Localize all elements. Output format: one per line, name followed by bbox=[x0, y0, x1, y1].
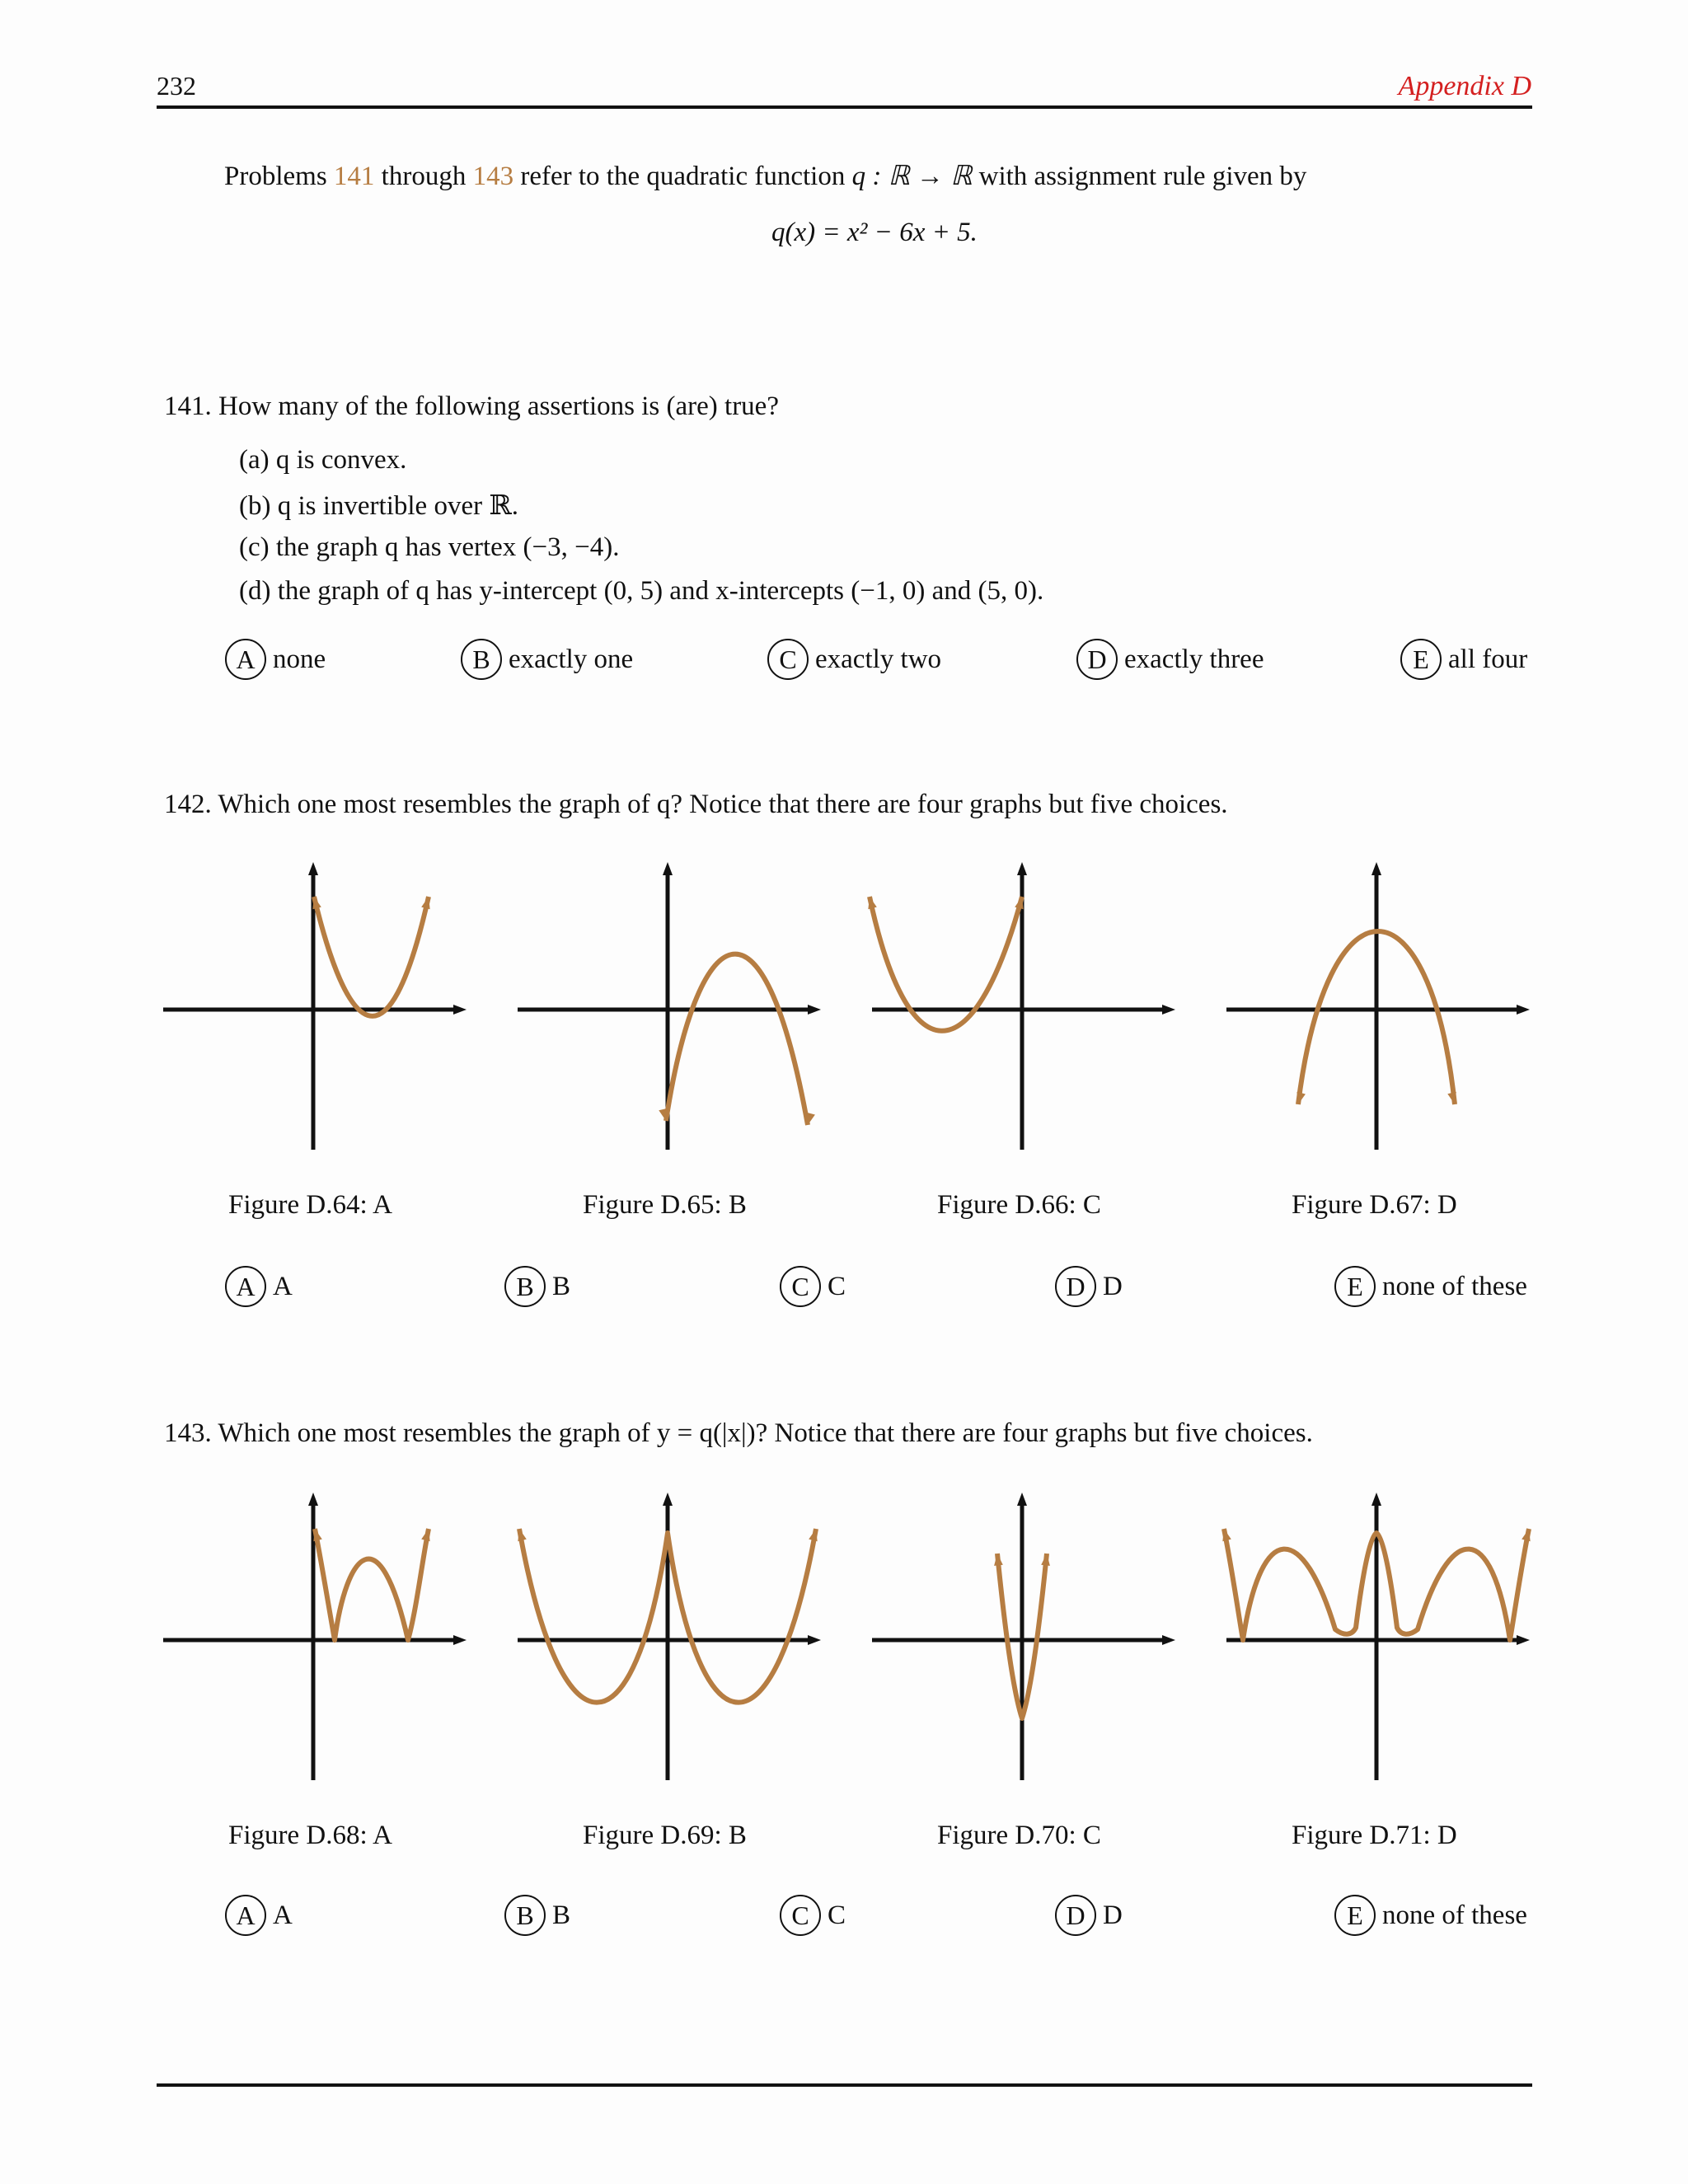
assertion-c: (c) the graph q has vertex (−3, −4). bbox=[239, 532, 620, 562]
curve-arrowhead bbox=[453, 1005, 467, 1015]
choice-141-d[interactable] bbox=[1076, 636, 1264, 682]
curve-arrowhead bbox=[1162, 1005, 1175, 1015]
choice-text: exactly one bbox=[509, 644, 634, 674]
choice-letter-circle: E bbox=[1334, 1266, 1376, 1307]
choice-141-b[interactable] bbox=[461, 636, 633, 682]
graph-curve bbox=[315, 1529, 429, 1640]
choice-text: none bbox=[273, 644, 326, 674]
footer-rule bbox=[157, 2083, 1532, 2087]
choice-letter-circle: D bbox=[1055, 1895, 1096, 1936]
figure-caption: Figure D.65: B bbox=[583, 1190, 747, 1220]
choice-142-b[interactable] bbox=[504, 1263, 570, 1310]
curve-arrowhead bbox=[1517, 1635, 1530, 1645]
problem-142-question: 142. Which one most resembles the graph of q? Notice that there are four graphs but five choices. bbox=[164, 790, 1228, 819]
curve-arrowhead bbox=[308, 1493, 318, 1506]
choice-141-a[interactable] bbox=[225, 636, 326, 682]
curve-arrowhead bbox=[1372, 862, 1381, 875]
figure-caption: Figure D.70: C bbox=[937, 1821, 1101, 1850]
choice-letter-circle: B bbox=[461, 639, 502, 680]
problem-141-question: 141. How many of the following assertions is (are) true? bbox=[164, 391, 779, 421]
choice-142-c[interactable] bbox=[780, 1263, 846, 1310]
curve-arrowhead bbox=[313, 1529, 321, 1541]
figure-d67-graph-svg bbox=[1220, 857, 1533, 1162]
choice-letter-circle: E bbox=[1400, 639, 1442, 680]
choice-143-e[interactable] bbox=[1334, 1892, 1527, 1938]
curve-arrowhead bbox=[1517, 1005, 1530, 1015]
choice-letter-circle: E bbox=[1334, 1895, 1376, 1936]
choice-142-a[interactable] bbox=[225, 1263, 293, 1310]
figure-d64-graph bbox=[157, 857, 470, 1162]
choice-text: A bbox=[273, 1271, 293, 1301]
curve-arrowhead bbox=[1296, 1092, 1305, 1104]
choice-letter-circle: A bbox=[225, 639, 266, 680]
choice-text: C bbox=[828, 1271, 846, 1301]
choice-141-e[interactable] bbox=[1400, 636, 1527, 682]
curve-arrowhead bbox=[518, 1529, 526, 1541]
figure-d71-graph-svg bbox=[1220, 1488, 1533, 1793]
choice-letter-circle: D bbox=[1055, 1266, 1096, 1307]
curve-arrowhead bbox=[1017, 862, 1027, 875]
choice-letter-circle: C bbox=[780, 1266, 821, 1307]
choice-text: exactly two bbox=[815, 644, 942, 674]
curve-arrowhead bbox=[1447, 1092, 1456, 1104]
curve-arrowhead bbox=[308, 862, 318, 875]
choice-141-c[interactable] bbox=[767, 636, 941, 682]
figure-d70-graph-svg bbox=[865, 1488, 1179, 1793]
intro-text: Problems bbox=[224, 162, 334, 191]
choice-letter-circle: A bbox=[225, 1266, 266, 1307]
figure-caption: Figure D.71: D bbox=[1292, 1821, 1457, 1850]
figure-caption: Figure D.64: A bbox=[228, 1190, 392, 1220]
curve-arrowhead bbox=[809, 1529, 817, 1541]
figure-d68-graph-svg bbox=[157, 1488, 470, 1793]
graph-curve bbox=[314, 897, 429, 1016]
problem-link-141[interactable]: 141 bbox=[333, 162, 375, 191]
section-title: Appendix D bbox=[1398, 71, 1531, 101]
intro-text: refer to the quadratic function bbox=[513, 162, 852, 191]
choice-text: all four bbox=[1448, 644, 1528, 674]
assertion-a: (a) q is convex. bbox=[239, 445, 407, 475]
choice-text: D bbox=[1103, 1900, 1123, 1930]
figure-d69-graph-svg bbox=[511, 1488, 824, 1793]
curve-arrowhead bbox=[1372, 1493, 1381, 1506]
figure-d65-graph-svg bbox=[511, 857, 824, 1162]
choice-text: D bbox=[1103, 1271, 1123, 1301]
figure-d64-graph-svg bbox=[157, 857, 470, 1162]
choice-letter-circle: C bbox=[767, 639, 809, 680]
choice-letter-circle: C bbox=[780, 1895, 821, 1936]
figure-d66-graph-svg bbox=[865, 857, 1179, 1162]
figure-d67-graph bbox=[1220, 857, 1533, 1162]
intro-paragraph bbox=[224, 159, 1306, 192]
curve-arrowhead bbox=[808, 1635, 821, 1645]
choice-text: none of these bbox=[1382, 1271, 1527, 1301]
choice-142-d[interactable] bbox=[1055, 1263, 1123, 1310]
problem-link-143[interactable]: 143 bbox=[472, 162, 514, 191]
choice-letter-circle: A bbox=[225, 1895, 266, 1936]
figure-caption: Figure D.67: D bbox=[1292, 1190, 1457, 1220]
curve-arrowhead bbox=[1222, 1529, 1231, 1541]
choice-letter-circle: B bbox=[504, 1895, 546, 1936]
choice-text: exactly three bbox=[1124, 644, 1264, 674]
page-number: 232 bbox=[157, 71, 196, 101]
intro-text: with assignment rule given by bbox=[972, 162, 1307, 191]
curve-arrowhead bbox=[659, 1108, 667, 1121]
curve-arrowhead bbox=[663, 1493, 673, 1506]
problem-143-question: 143. Which one most resembles the graph of y = q(|x|)? Notice that there are four graphs but five choices. bbox=[164, 1418, 1313, 1448]
curve-arrowhead bbox=[868, 897, 876, 909]
figure-d70-graph bbox=[865, 1488, 1179, 1793]
choice-142-e[interactable] bbox=[1334, 1263, 1527, 1310]
choice-text: C bbox=[828, 1900, 846, 1930]
figure-caption: Figure D.68: A bbox=[228, 1821, 392, 1850]
curve-arrowhead bbox=[663, 862, 673, 875]
figure-d69-graph bbox=[511, 1488, 824, 1793]
figure-d65-graph bbox=[511, 857, 824, 1162]
curve-arrowhead bbox=[1017, 1493, 1027, 1506]
figure-caption: Figure D.69: B bbox=[583, 1821, 747, 1850]
choice-text: none of these bbox=[1382, 1900, 1527, 1930]
function-mapping: q : ℝ → ℝ bbox=[851, 162, 973, 191]
curve-arrowhead bbox=[453, 1635, 467, 1645]
curve-arrowhead bbox=[1162, 1635, 1175, 1645]
figure-d66-graph bbox=[865, 857, 1179, 1162]
quadratic-formula: q(x) = x² − 6x + 5. bbox=[771, 218, 978, 247]
choice-text: B bbox=[552, 1900, 571, 1930]
graph-curve bbox=[666, 954, 808, 1125]
choice-143-c[interactable] bbox=[780, 1892, 846, 1938]
curve-arrowhead bbox=[421, 1529, 429, 1541]
curve-arrowhead bbox=[806, 1113, 814, 1125]
choice-143-b[interactable] bbox=[504, 1892, 570, 1938]
choice-letter-circle: B bbox=[504, 1266, 546, 1307]
figure-d71-graph bbox=[1220, 1488, 1533, 1793]
choice-text: B bbox=[552, 1271, 571, 1301]
figure-caption: Figure D.66: C bbox=[937, 1190, 1101, 1220]
curve-arrowhead bbox=[808, 1005, 821, 1015]
choice-143-a[interactable] bbox=[225, 1892, 293, 1938]
assertion-d: (d) the graph of q has y-intercept (0, 5) and x-intercepts (−1, 0) and (5, 0). bbox=[239, 576, 1044, 606]
header-rule bbox=[157, 105, 1532, 109]
curve-arrowhead bbox=[1522, 1529, 1530, 1541]
choice-143-d[interactable] bbox=[1055, 1892, 1123, 1938]
figure-d68-graph bbox=[157, 1488, 470, 1793]
intro-text: through bbox=[374, 162, 473, 191]
choice-letter-circle: D bbox=[1076, 639, 1118, 680]
choice-text: A bbox=[273, 1900, 293, 1930]
assertion-b: (b) q is invertible over ℝ. bbox=[239, 491, 519, 521]
